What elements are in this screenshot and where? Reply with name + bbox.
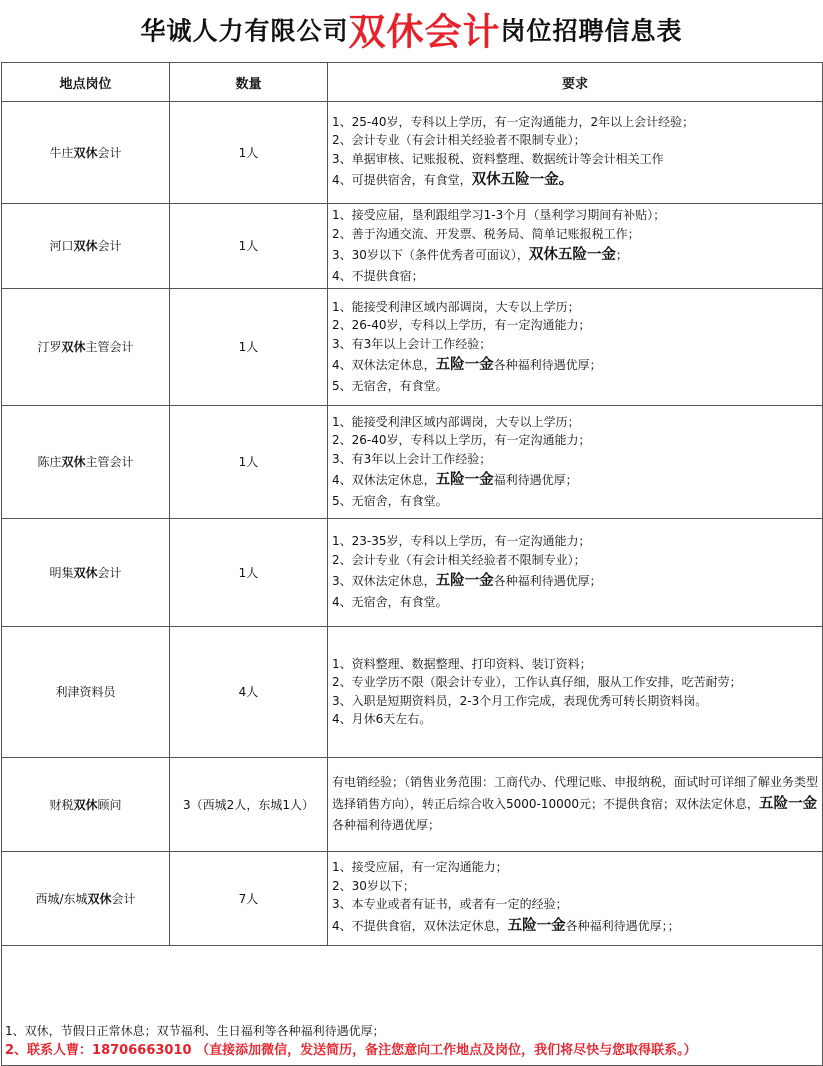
requirement-line <box>332 914 819 938</box>
requirement-line <box>332 532 819 551</box>
requirement-line <box>332 551 819 570</box>
location-prefix: 西城/东城 <box>35 891 88 906</box>
table-row <box>2 757 823 851</box>
requirement-text: 4、可提供宿舍，有食堂， <box>332 173 472 188</box>
requirement-text: 3、有3年以上会计工作经验； <box>332 451 492 466</box>
quantity-cell: 1人 <box>170 204 328 289</box>
location-prefix: 汀罗 <box>37 340 62 354</box>
requirement-text: 3、单据审核、记账报税、资料整理、数据统计等会计相关工作 <box>332 151 664 166</box>
requirement-text: 2、26-40岁，专科以上学历，有一定沟通能力； <box>332 433 591 447</box>
requirement-line <box>332 225 819 244</box>
location-cell <box>2 288 170 405</box>
requirement-line <box>332 710 819 729</box>
location-emphasis: 双休 <box>73 565 98 580</box>
table-row <box>2 405 823 518</box>
requirement-text: 1、能接受利津区域内部调岗，大专以上学历； <box>332 299 580 314</box>
requirement-text: 4、无宿舍，有食堂。 <box>332 595 448 610</box>
location-cell <box>2 626 170 757</box>
requirement-text: 2、善于沟通交流、开发票、税务局、简单记账报税工作； <box>332 226 640 241</box>
requirement-paragraph <box>332 772 819 836</box>
title-highlight: 双休会计 <box>348 9 501 54</box>
requirement-line <box>332 413 819 432</box>
location-cell <box>2 851 170 945</box>
requirement-line <box>332 895 819 914</box>
table-row <box>2 626 823 757</box>
requirement-line <box>332 858 819 877</box>
table-row <box>2 204 823 289</box>
requirement-line <box>332 267 819 286</box>
requirement-text: 1、接受应届，垦利跟组学习1-3个月（垦利学习期间有补贴）； <box>332 208 666 222</box>
quantity-cell: 3（西城2人，东城1人） <box>170 757 328 851</box>
location-suffix: 会计 <box>111 891 136 906</box>
requirement-text: 5、无宿舍，有食堂。 <box>332 379 448 393</box>
requirement-text-tail: 各种福利待遇优厚；； <box>565 918 680 933</box>
requirements-cell <box>328 518 823 626</box>
requirement-text: 4、双休法定休息， <box>332 473 436 487</box>
location-suffix: 主管会计 <box>85 455 134 469</box>
header-quantity: 数量 <box>170 63 328 102</box>
requirement-line <box>332 150 819 169</box>
requirement-line <box>332 377 819 396</box>
requirement-line <box>332 113 819 132</box>
location-cell <box>2 204 170 289</box>
table-row <box>2 288 823 405</box>
quantity-cell: 1人 <box>170 405 328 518</box>
requirements-cell <box>328 757 823 851</box>
location-emphasis: 双休 <box>73 239 98 254</box>
location-emphasis: 双休 <box>61 340 86 354</box>
requirements-cell <box>328 288 823 405</box>
table-row <box>2 102 823 204</box>
requirement-text: 2、26-40岁，专科以上学历，有一定沟通能力； <box>332 318 591 332</box>
requirement-text: 4、双休法定休息， <box>332 358 436 372</box>
requirement-text: 4、不提供食宿，双休法定休息， <box>332 918 508 933</box>
quantity-cell: 1人 <box>170 288 328 405</box>
note-holiday: 1、双休，节假日正常休息；双节福利、生日福利等各种福利待遇优厚； <box>5 1023 385 1038</box>
requirement-line <box>332 335 819 354</box>
location-prefix: 明集 <box>49 565 74 580</box>
requirement-text: 2、会计专业（有会计相关经验者不限制专业）； <box>332 552 586 567</box>
requirements-cell <box>328 851 823 945</box>
requirement-text: 1、接受应届，有一定沟通能力； <box>332 860 508 875</box>
requirement-line <box>332 450 819 469</box>
requirement-line <box>332 673 819 692</box>
requirement-text-tail: 福利待遇优厚； <box>493 473 578 487</box>
location-prefix: 财税 <box>49 797 74 812</box>
requirement-line <box>332 316 819 335</box>
notes-cell <box>2 945 823 1065</box>
requirement-line <box>332 468 819 492</box>
location-cell <box>2 405 170 518</box>
requirement-line <box>332 298 819 317</box>
requirement-line <box>332 431 819 450</box>
requirement-text: 3、入职是短期资料员，2-3个月工作完成，表现优秀可转长期资料岗。 <box>332 693 708 708</box>
requirement-text: 3、本专业或者有证书，或者有一定的经验； <box>332 897 568 912</box>
table-row <box>2 851 823 945</box>
page-title <box>0 0 823 62</box>
requirement-emphasis: 五险一金 <box>435 471 494 488</box>
requirement-text-tail: 各种福利待遇优厚； <box>493 574 602 589</box>
header-row <box>2 63 823 102</box>
location-cell <box>2 757 170 851</box>
quantity-cell: 1人 <box>170 518 328 626</box>
requirement-text: 1、25-40岁，专科以上学历，有一定沟通能力，2年以上会计经验； <box>332 114 695 129</box>
requirement-text: 4、月休6天左右。 <box>332 712 432 726</box>
requirement-text: 2、会计专业（有会计相关经验者不限制专业）； <box>332 133 586 148</box>
location-cell <box>2 518 170 626</box>
requirement-text-tail: 各种福利待遇优厚； <box>332 818 441 832</box>
requirement-line <box>332 569 819 593</box>
requirement-text: 3、30岁以下（条件优秀者可面议）， <box>332 248 529 262</box>
requirement-emphasis: 五险一金 <box>759 795 818 812</box>
recruitment-table <box>1 62 823 1066</box>
location-emphasis: 双休 <box>87 891 112 906</box>
requirement-emphasis: 五险一金 <box>435 356 494 373</box>
requirement-text: 5、无宿舍，有食堂。 <box>332 494 448 508</box>
requirement-line <box>332 593 819 612</box>
requirement-line <box>332 168 819 192</box>
location-prefix: 利津资料员 <box>55 685 116 699</box>
header-requirements: 要求 <box>328 63 823 102</box>
location-suffix: 顾问 <box>97 797 122 812</box>
location-suffix: 主管会计 <box>85 340 134 354</box>
location-prefix: 陈庄 <box>37 455 62 469</box>
requirement-line <box>332 492 819 511</box>
requirement-line <box>332 877 819 896</box>
requirements-cell <box>328 102 823 204</box>
requirement-text: 3、有3年以上会计工作经验； <box>332 336 492 351</box>
requirement-emphasis: 五险一金 <box>507 916 566 934</box>
location-emphasis: 双休 <box>73 146 98 160</box>
location-prefix: 牛庄 <box>49 146 74 160</box>
requirement-text: 2、专业学历不限（限会计专业），工作认真仔细，服从工作安排，吃苦耐劳； <box>332 675 742 689</box>
header-location: 地点岗位 <box>2 63 170 102</box>
title-suffix: 岗位招聘信息表 <box>500 16 683 46</box>
note-contact: 2、联系人曹：18706663010 （直接添加微信，发送简历，备注您意向工作地点及岗位，我们将尽快与您取得联系。） <box>5 1042 697 1058</box>
location-suffix: 会计 <box>97 565 122 580</box>
requirement-line <box>332 692 819 711</box>
requirement-line <box>332 353 819 377</box>
requirement-emphasis: 五险一金 <box>435 572 494 590</box>
requirement-text: 3、双休法定休息， <box>332 574 436 589</box>
requirement-emphasis: 双休五险一金 <box>528 246 616 263</box>
requirement-line <box>332 655 819 674</box>
requirement-emphasis: 双休五险一金。 <box>471 171 574 189</box>
requirement-text-tail: 各种福利待遇优厚； <box>493 358 602 372</box>
requirement-text: 1、能接受利津区域内部调岗，大专以上学历； <box>332 414 580 429</box>
requirement-text: 1、资料整理、数据整理、打印资料、装订资料； <box>332 656 592 671</box>
location-cell <box>2 102 170 204</box>
quantity-cell: 4人 <box>170 626 328 757</box>
requirement-text: 4、不提供食宿； <box>332 269 424 283</box>
requirement-text: 2、30岁以下； <box>332 878 415 893</box>
table-row <box>2 518 823 626</box>
notes-row <box>2 945 823 1065</box>
requirements-cell <box>328 626 823 757</box>
requirement-text-tail: ； <box>615 248 628 262</box>
requirement-text: 有电销经验；（销售业务范围：工商代办、代理记账、申报纳税，面试时可详细了解业务类型选择销售方向），转正后综合收入5000-10000元；不提供食宿；双休法定休息， <box>332 775 819 811</box>
quantity-cell: 1人 <box>170 102 328 204</box>
requirement-text: 1、23-35岁，专科以上学历，有一定沟通能力； <box>332 534 591 549</box>
requirement-line <box>332 131 819 150</box>
quantity-cell: 7人 <box>170 851 328 945</box>
title-prefix: 华诚人力有限公司 <box>140 16 349 46</box>
location-emphasis: 双休 <box>61 455 86 469</box>
location-suffix: 会计 <box>97 146 122 160</box>
requirement-line <box>332 206 819 225</box>
location-suffix: 会计 <box>97 239 122 254</box>
requirements-cell <box>328 405 823 518</box>
requirements-cell <box>328 204 823 289</box>
requirement-line <box>332 243 819 267</box>
location-emphasis: 双休 <box>73 797 98 812</box>
location-prefix: 河口 <box>49 239 74 254</box>
